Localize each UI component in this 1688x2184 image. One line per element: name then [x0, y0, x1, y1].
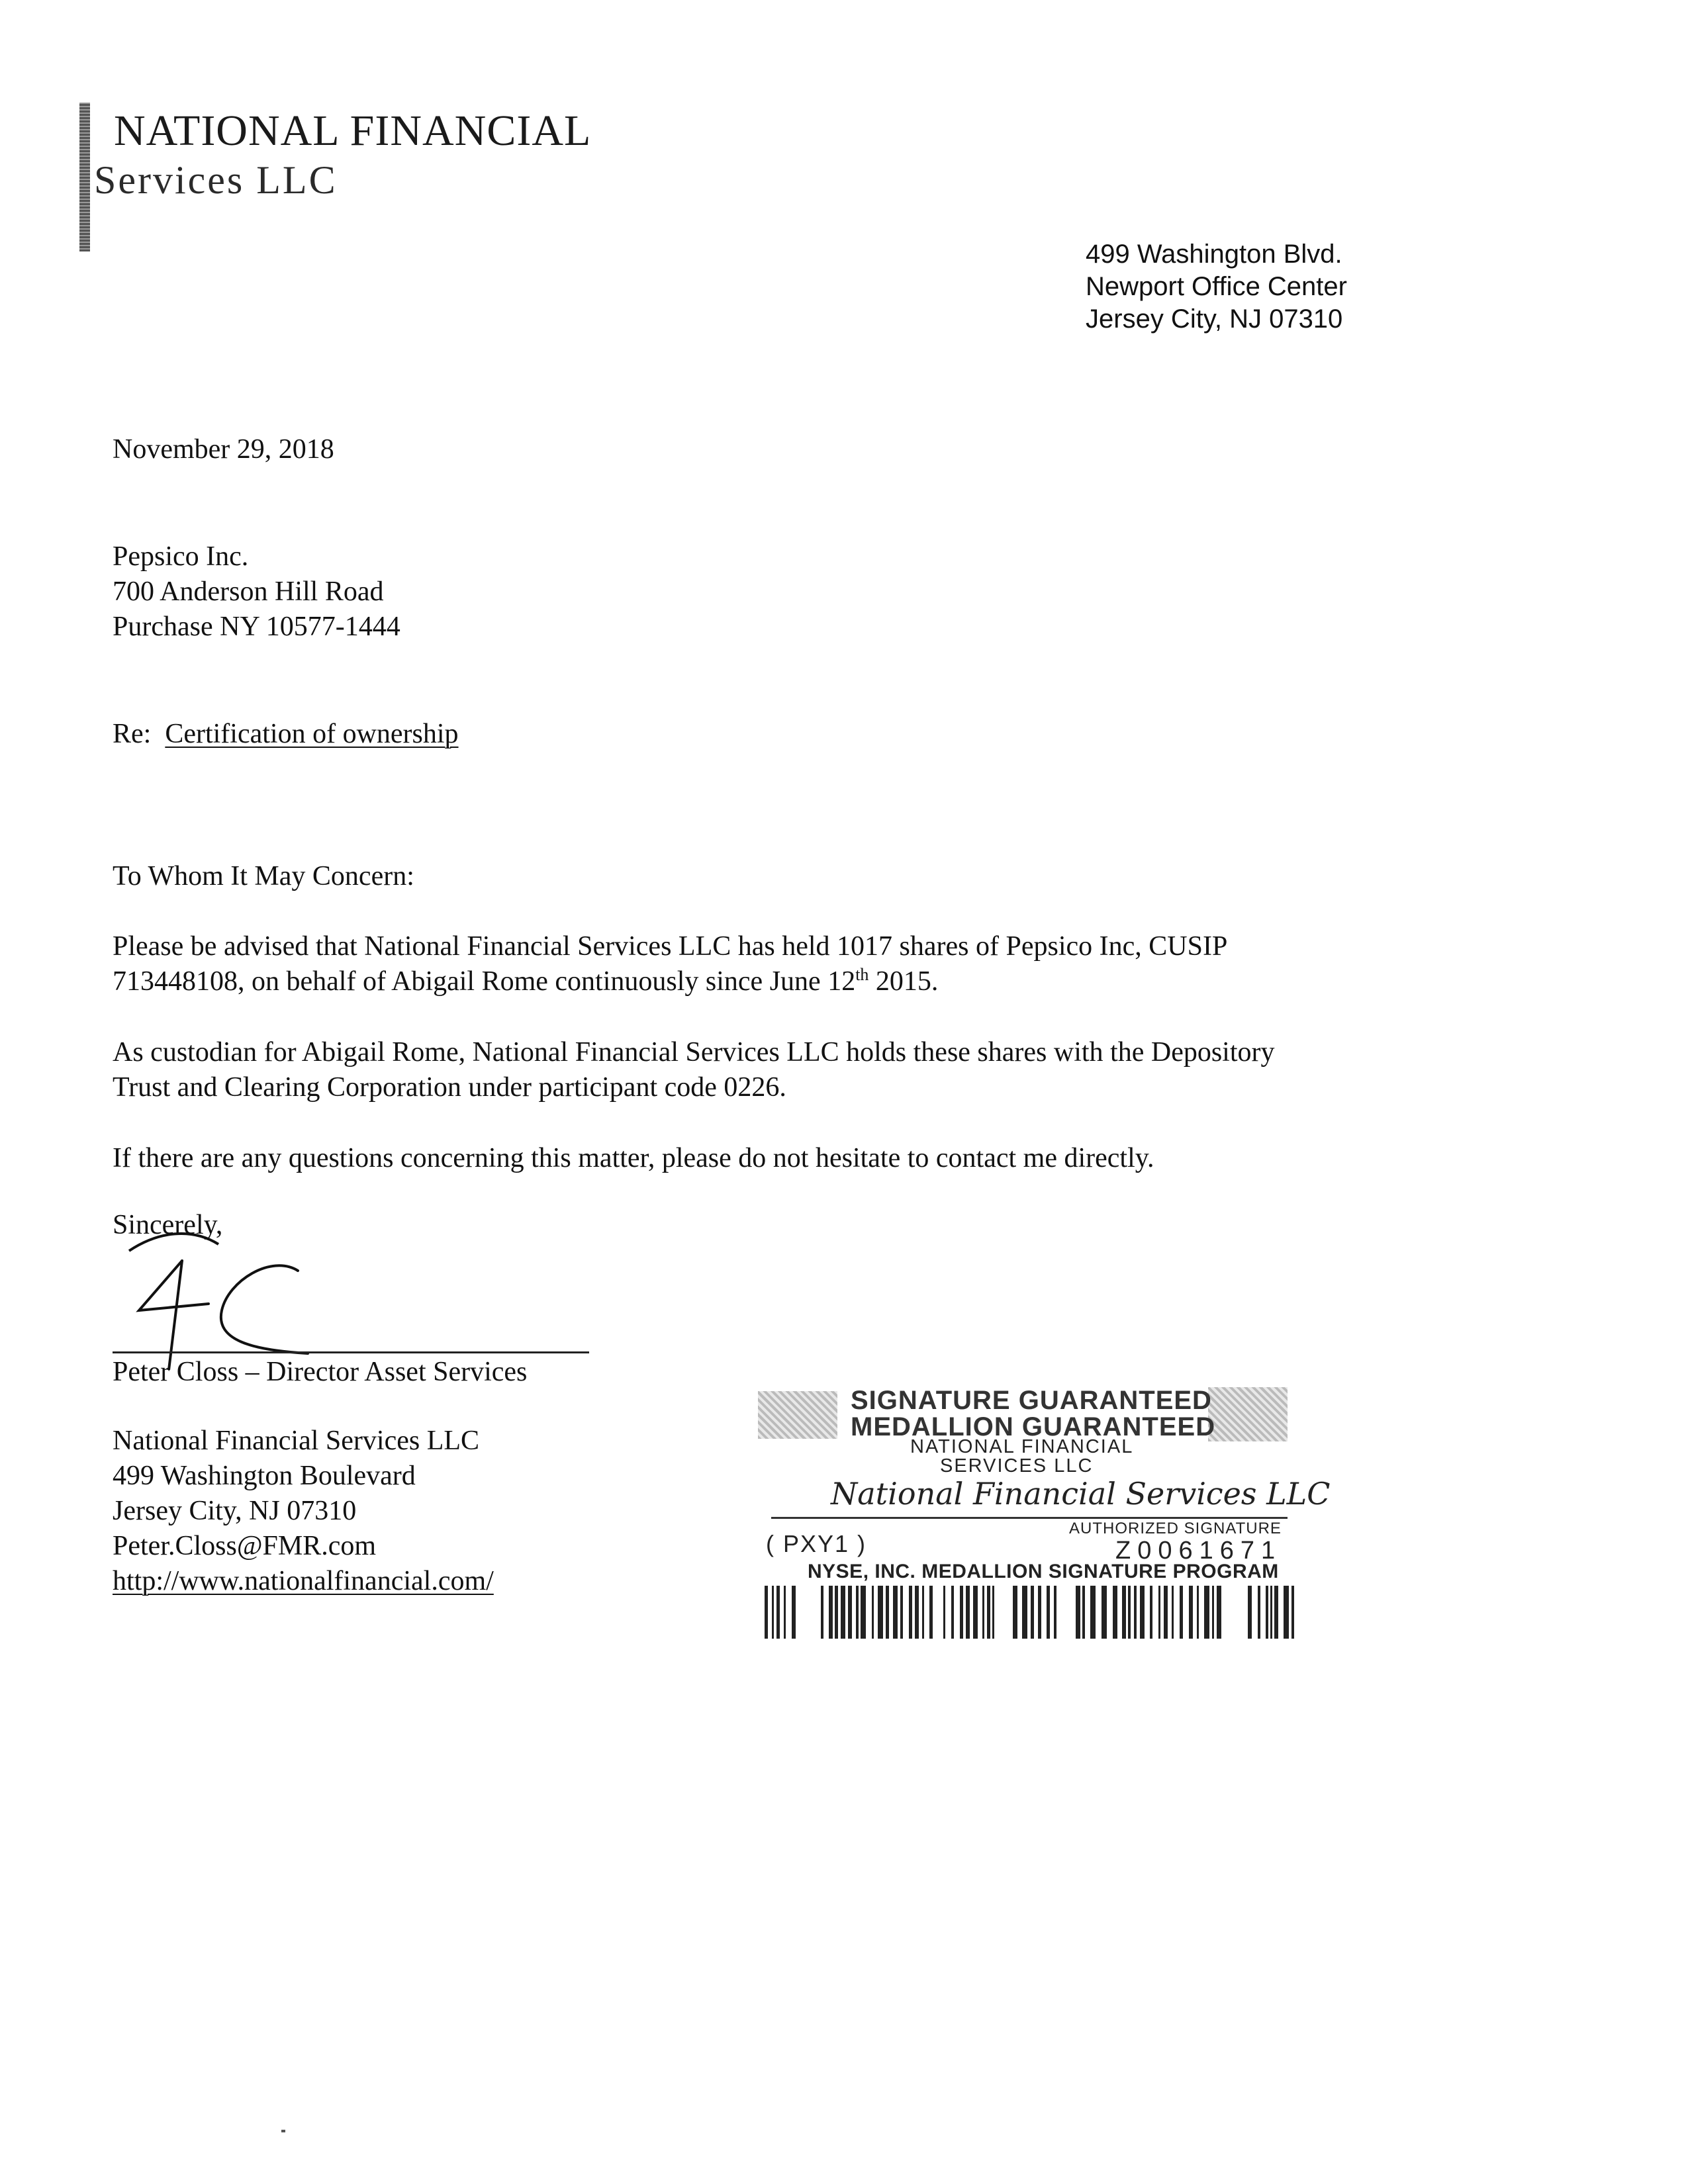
barcode-bar: [1204, 1586, 1209, 1639]
barcode-bar: [821, 1586, 823, 1639]
recipient-line: Purchase NY 10577-1444: [113, 612, 400, 642]
barcode-bar: [1054, 1586, 1056, 1639]
paragraph-text: 2015.: [868, 966, 939, 997]
barcode-bar: [973, 1586, 978, 1639]
contact-street: 499 Washington Boulevard: [113, 1461, 416, 1491]
barcode-bar: [1140, 1586, 1145, 1639]
contact-city: Jersey City, NJ 07310: [113, 1496, 357, 1526]
stamp-medallion-guaranteed: MEDALLION GUARANTEED: [851, 1412, 1216, 1441]
recipient-address: [113, 539, 400, 645]
barcode-bar: [1022, 1586, 1027, 1639]
stamp-shading-left: [758, 1391, 837, 1439]
recipient-line: 700 Anderson Hill Road: [113, 576, 384, 607]
barcode-bar: [1291, 1586, 1294, 1639]
barcode-bar: [992, 1586, 994, 1639]
barcode-bar: [784, 1586, 786, 1639]
barcode-bar: [1212, 1586, 1214, 1639]
scan-speck: [281, 2130, 285, 2132]
paragraph-text: 713448108, on behalf of Abigail Rome continuously since June 12: [113, 966, 856, 997]
paragraph-contact: If there are any questions concerning this matter, please do not hesitate to contact me directly.: [113, 1143, 1154, 1173]
barcode-bar: [966, 1586, 970, 1639]
stamp-institution-line2: SERVICES LLC: [940, 1455, 1094, 1477]
contact-email[interactable]: Peter.Closs@FMR.com: [113, 1531, 377, 1561]
signer-name-title: Peter Closs – Director Asset Services: [113, 1357, 528, 1387]
paragraph-line: Please be advised that National Financial Services LLC has held 1017 shares of Pepsico Inc, CUSIP: [113, 931, 1228, 962]
barcode-bar: [886, 1586, 889, 1639]
letterhead-company-suffix: Services LLC: [94, 158, 338, 202]
subject-line: [113, 717, 459, 752]
barcode-bar: [960, 1586, 963, 1639]
stamp-code: ( PXY1 ): [766, 1530, 867, 1557]
barcode-bar: [1013, 1586, 1017, 1639]
barcode-bar: [1284, 1586, 1289, 1639]
barcode-bar: [1047, 1586, 1050, 1639]
paragraph-line: Trust and Clearing Corporation under participant code 0226.: [113, 1072, 786, 1103]
barcode-bar: [1031, 1586, 1034, 1639]
handwritten-signature: [119, 1218, 331, 1370]
subject-label: Re:: [113, 719, 152, 749]
barcode-bar: [1038, 1586, 1041, 1639]
sender-address: [1086, 238, 1347, 336]
sender-address-line: Newport Office Center: [1086, 272, 1347, 301]
sender-address-line: 499 Washington Blvd.: [1086, 240, 1342, 269]
barcode-bar: [1122, 1586, 1126, 1639]
closing: Sincerely,: [113, 1210, 223, 1240]
barcode-bar: [1102, 1586, 1107, 1639]
barcode-bar: [893, 1586, 898, 1639]
barcode-bar: [848, 1586, 852, 1639]
barcode-bar: [900, 1586, 903, 1639]
barcode-bar: [951, 1586, 954, 1639]
barcode-bar: [1258, 1586, 1260, 1639]
stamp-authorized-signature: AUTHORIZED SIGNATURE: [1069, 1520, 1282, 1537]
contact-company: National Financial Services LLC: [113, 1426, 480, 1456]
barcode-bar: [1082, 1586, 1085, 1639]
barcode-bar: [1158, 1586, 1160, 1639]
contact-website-link[interactable]: http://www.nationalfinancial.com/: [113, 1566, 494, 1596]
paragraph-custodian: [113, 1035, 1275, 1105]
stamp-rule: [771, 1517, 1288, 1519]
barcode-bar: [776, 1586, 780, 1639]
paragraph-line: As custodian for Abigail Rome, National Financial Services LLC holds these shares with the Depository: [113, 1037, 1275, 1068]
barcode-bar: [841, 1586, 845, 1639]
stamp-shading-right: [1208, 1387, 1288, 1441]
stamp-serial-number: Z0061671: [1115, 1537, 1282, 1565]
barcode-bar: [943, 1586, 945, 1639]
signer-contact-block: [113, 1424, 494, 1599]
barcode-bar: [765, 1586, 768, 1639]
barcode-bar: [1150, 1586, 1152, 1639]
barcode-bar: [915, 1586, 919, 1639]
barcode-bar: [829, 1586, 833, 1639]
barcode-bar: [987, 1586, 990, 1639]
barcode-bar: [982, 1586, 984, 1639]
barcode-bar: [1134, 1586, 1137, 1639]
barcode-bar: [1180, 1586, 1183, 1639]
barcode-bar: [1164, 1586, 1168, 1639]
barcode-bar: [872, 1586, 874, 1639]
stamp-barcode: [765, 1586, 1294, 1639]
barcode-bar: [1217, 1586, 1221, 1639]
barcode-bar: [835, 1586, 838, 1639]
barcode-bar: [792, 1586, 796, 1639]
medallion-guarantee-stamp: [758, 1383, 1331, 1648]
barcode-bar: [909, 1586, 912, 1639]
barcode-bar: [1113, 1586, 1117, 1639]
letterhead-bar: [79, 103, 90, 251]
barcode-bar: [1189, 1586, 1193, 1639]
letterhead-company-name: NATIONAL FINANCIAL: [114, 107, 592, 155]
sender-address-line: Jersey City, NJ 07310: [1086, 304, 1343, 334]
subject-text: Certification of ownership: [165, 719, 459, 749]
ordinal-suffix: th: [855, 965, 869, 984]
recipient-line: Pepsico Inc.: [113, 541, 249, 572]
barcode-bar: [1270, 1586, 1272, 1639]
barcode-bar: [772, 1586, 774, 1639]
salutation: To Whom It May Concern:: [113, 861, 414, 891]
stamp-program-name: NYSE, INC. MEDALLION SIGNATURE PROGRAM: [808, 1561, 1279, 1582]
stamp-signature-guaranteed: SIGNATURE GUARANTEED: [851, 1386, 1212, 1415]
stamp-institution-line1: NATIONAL FINANCIAL: [910, 1436, 1134, 1457]
letter-date: November 29, 2018: [113, 434, 334, 465]
barcode-bar: [1090, 1586, 1096, 1639]
barcode-bar: [1197, 1586, 1199, 1639]
barcode-bar: [1076, 1586, 1080, 1639]
barcode-bar: [861, 1586, 866, 1639]
barcode-bar: [1266, 1586, 1268, 1639]
barcode-bar: [1172, 1586, 1174, 1639]
barcode-bar: [1128, 1586, 1131, 1639]
stamp-script-signature: National Financial Services LLC: [831, 1476, 1331, 1512]
barcode-bar: [929, 1586, 933, 1639]
barcode-bar: [1274, 1586, 1278, 1639]
paragraph-line: [113, 964, 1227, 999]
barcode-bar: [856, 1586, 859, 1639]
barcode-bar: [878, 1586, 883, 1639]
barcode-bar: [922, 1586, 924, 1639]
paragraph-ownership: [113, 929, 1227, 999]
barcode-bar: [1248, 1586, 1252, 1639]
signature-line: [113, 1351, 589, 1353]
